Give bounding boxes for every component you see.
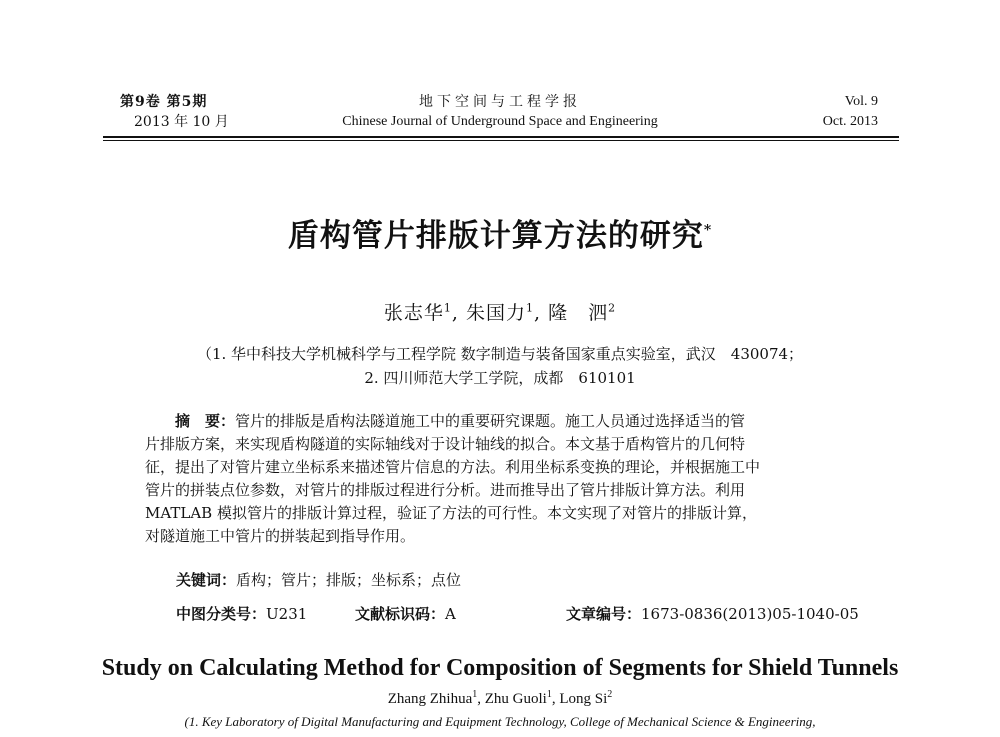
author-affil-mark: 2 — [608, 301, 617, 315]
english-title: Study on Calculating Method for Composition of Segments for Shield Tunnels — [101, 655, 899, 681]
english-author-affil-mark: 1 — [546, 689, 552, 700]
paper-title-text: 盾构管片排版计算方法的研究 — [287, 218, 704, 254]
author-name: 朱国力 — [465, 302, 526, 324]
article-number-label: 文章编号： — [566, 605, 642, 623]
date-en: Oct. 2013 — [822, 114, 878, 129]
header-rule-thick — [103, 136, 899, 138]
clc-value: U231 — [266, 605, 308, 623]
author-name: 张志华 — [383, 302, 444, 324]
abstract-line: 对隧道施工中管片的拼装起到指导作用。 — [145, 527, 416, 545]
volume-en: Vol. 9 — [844, 94, 878, 109]
article-number — [566, 603, 859, 624]
abstract-line — [145, 410, 857, 433]
journal-name-cn: 地下空间与工程学报 — [419, 94, 581, 110]
volume-issue-cn: 第9卷 第5期 — [120, 94, 208, 110]
english-author-name: Zhu Guoli — [484, 691, 547, 707]
header-right — [823, 92, 878, 132]
author-name: 隆 泗 — [548, 302, 609, 324]
author-affil-mark: 1 — [443, 301, 452, 315]
clc-number — [176, 603, 307, 624]
abstract-text: 管片的排版是盾构法隧道施工中的重要研究课题。施工人员通过选择适当的管 — [235, 412, 746, 430]
doc-code-label: 文献标识码： — [355, 605, 446, 623]
english-author-name: Zhang Zhihua — [387, 691, 473, 707]
english-author-separator: , — [477, 691, 482, 707]
title-footnote-mark: * — [703, 222, 713, 239]
keywords-label: 关键词： — [176, 571, 237, 589]
affiliation-line-2: 2. 四川师范大学工学院，成都 610101 — [364, 369, 636, 387]
english-affiliation: (1. Key Laboratory of Digital Manufacturing and Equipment Technology, College of Mechanical Science & Engineering, — [184, 714, 816, 729]
keywords — [176, 569, 461, 590]
journal-name-en: Chinese Journal of Underground Space and Engineering — [342, 114, 658, 129]
english-author-name: Long Si — [559, 691, 608, 707]
abstract-line: 管片的拼装点位参数，对管片的排版过程进行分析。进而推导出了管片排版计算方法。利用 — [145, 481, 746, 499]
document-code — [355, 603, 456, 624]
header-rule-thin — [103, 140, 899, 141]
abstract-line: 征，提出了对管片建立坐标系来描述管片信息的方法。利用坐标系变换的理论，并根据施工中 — [145, 458, 761, 476]
author-separator: , — [534, 302, 542, 324]
author-list — [0, 298, 1000, 325]
article-number-value: 1673-0836(2013)05-1040-05 — [641, 605, 859, 623]
abstract — [145, 410, 857, 548]
english-author-list — [0, 689, 1000, 708]
author-affil-mark: 1 — [526, 301, 534, 315]
paper-title — [0, 210, 1000, 255]
affiliation-line-1: （1. 华中科技大学机械科学与工程学院 数字制造与装备国家重点实验室，武汉 430074； — [196, 345, 804, 363]
abstract-label: 摘 要： — [175, 412, 236, 430]
abstract-line: 片排版方案，来实现盾构隧道的实际轴线对于设计轴线的拟合。本文基于盾构管片的几何特 — [145, 435, 746, 453]
english-author-affil-mark: 1 — [472, 689, 478, 700]
english-author-separator: , — [551, 691, 556, 707]
clc-label: 中图分类号： — [176, 605, 267, 623]
doc-code-value: A — [445, 605, 456, 623]
author-separator: , — [451, 302, 459, 324]
english-author-affil-mark: 2 — [607, 689, 613, 700]
abstract-line: MATLAB 模拟管片的排版计算过程，验证了方法的可行性。本文实现了对管片的排版计算， — [145, 504, 757, 522]
keywords-text: 盾构；管片；排版；坐标系；点位 — [236, 571, 462, 589]
date-cn: 2013 年 10 月 — [134, 114, 229, 130]
